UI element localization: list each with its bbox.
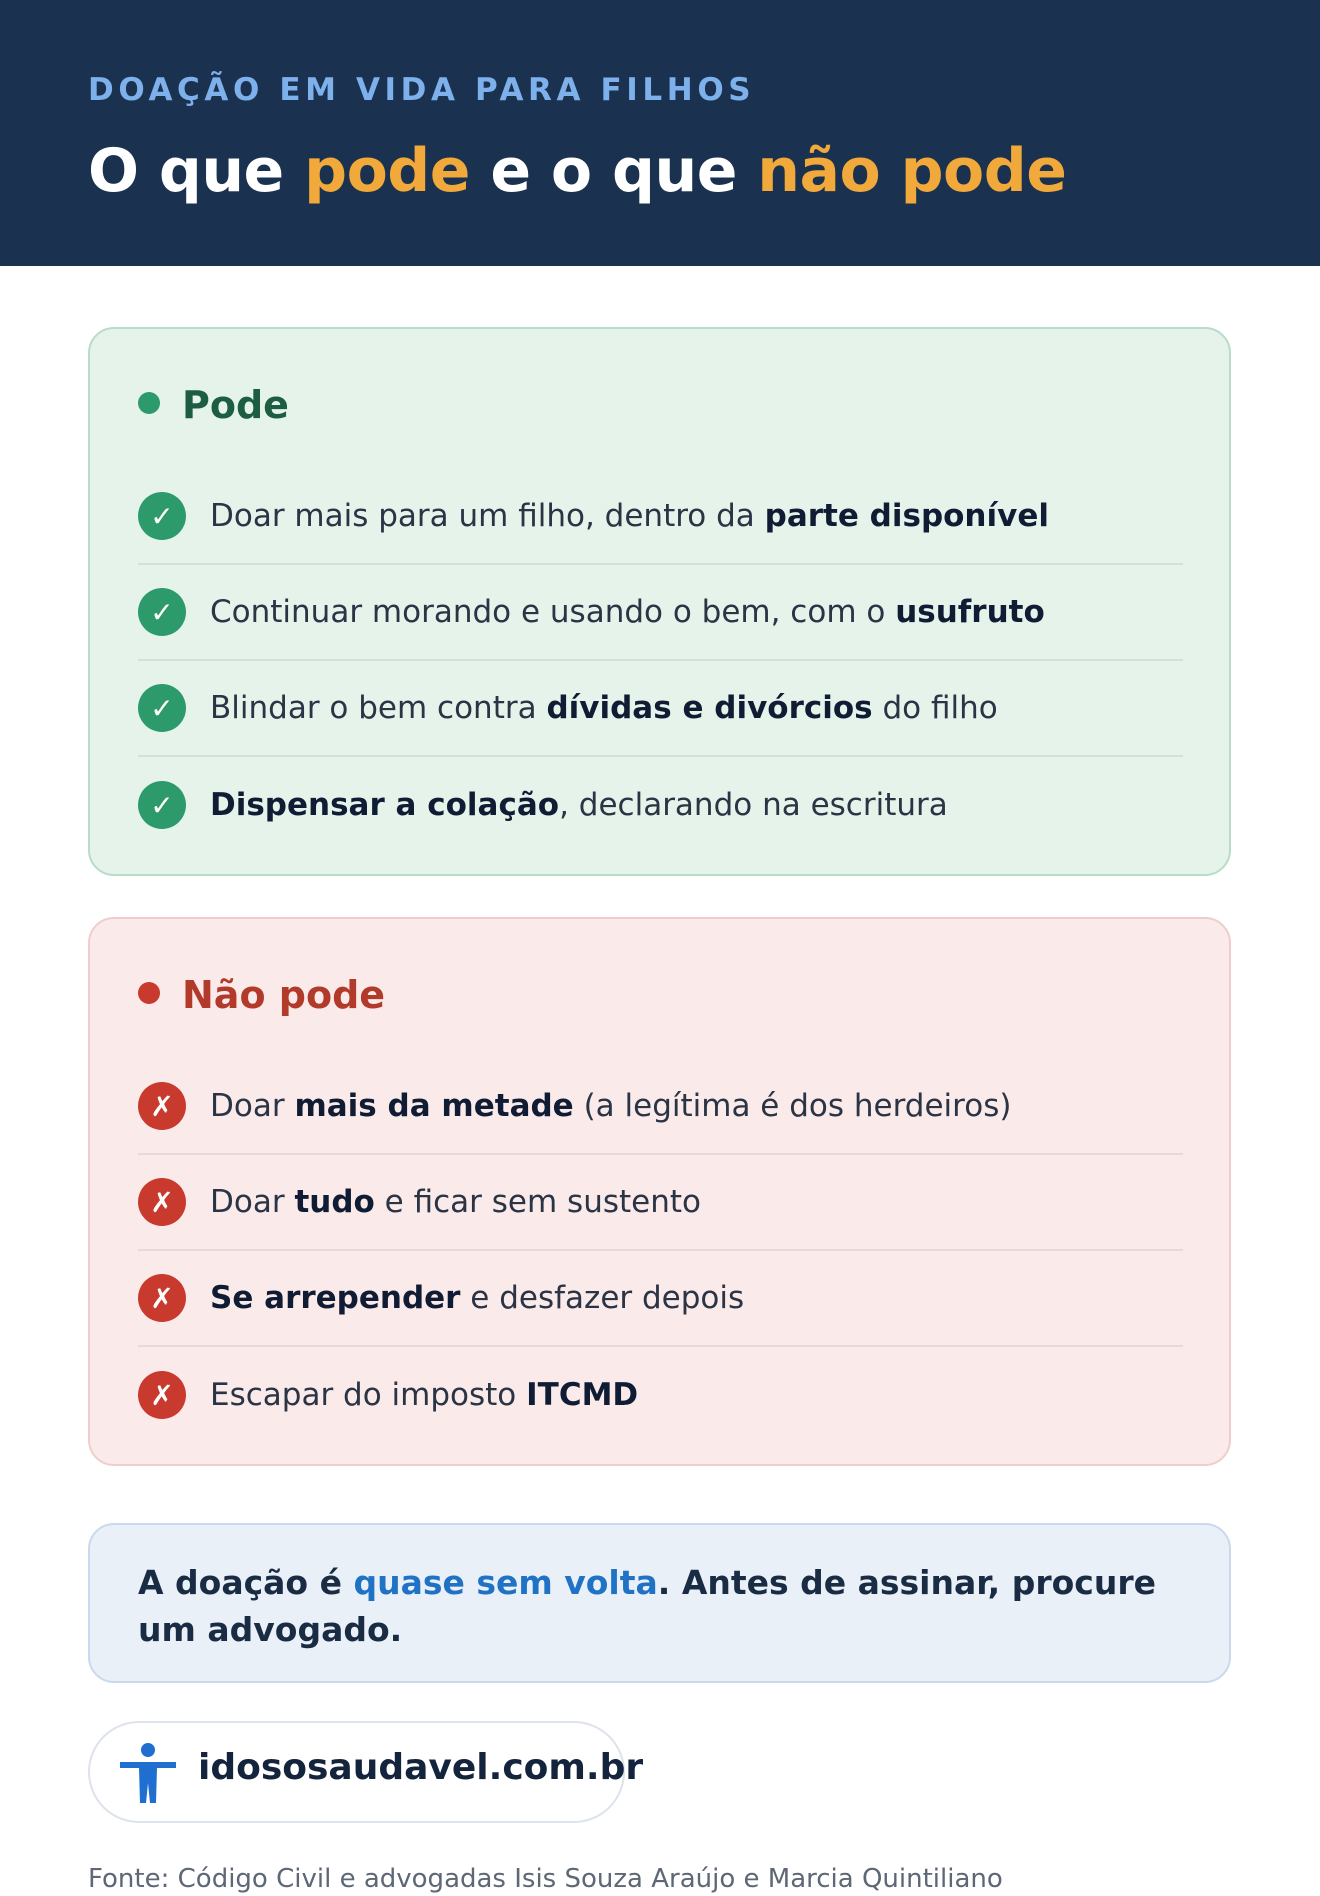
pode-dot-icon — [138, 392, 160, 414]
item-text-bold: parte disponível — [764, 498, 1049, 534]
item-text-part: Escapar do imposto — [210, 1377, 527, 1413]
nao-pode-title-text: Não pode — [182, 973, 386, 1017]
site-url[interactable]: idososaudavel.com.br — [198, 1747, 644, 1788]
list-item — [138, 1347, 1183, 1443]
item-text-part: e ficar sem sustento — [374, 1184, 701, 1220]
item-text-part: Continuar morando e usando o bem, com o — [210, 594, 896, 630]
item-text-bold: usufruto — [895, 594, 1045, 630]
item-text-part: (a legítima é dos herdeiros) — [573, 1088, 1012, 1124]
item-text-bold: dívidas e divórcios — [546, 690, 873, 726]
title-highlight-pode: pode — [304, 136, 470, 206]
item-text-part: , declarando na escritura — [559, 787, 948, 823]
title-part: O que — [88, 136, 305, 206]
item-text-bold: mais da metade — [294, 1088, 574, 1124]
item-text — [210, 1184, 701, 1220]
item-text-part: e desfazer depois — [460, 1280, 745, 1316]
cross-icon: ✗ — [138, 1082, 186, 1130]
item-text — [210, 690, 998, 726]
title-highlight-nao-pode: não pode — [757, 136, 1067, 206]
cross-icon: ✗ — [138, 1178, 186, 1226]
item-text-part: Doar mais para um filho, dentro da — [210, 498, 765, 534]
item-text — [210, 787, 948, 823]
warning-note — [88, 1523, 1231, 1683]
check-icon: ✓ — [138, 492, 186, 540]
note-text-part: A doação é — [138, 1563, 354, 1602]
cross-icon: ✗ — [138, 1274, 186, 1322]
item-text-bold: ITCMD — [526, 1377, 639, 1413]
check-icon: ✓ — [138, 684, 186, 732]
check-icon: ✓ — [138, 781, 186, 829]
nao-pode-list — [138, 1059, 1183, 1443]
page-title — [88, 136, 1066, 206]
item-text-part: Doar — [210, 1184, 295, 1220]
pode-list — [138, 469, 1183, 853]
item-text — [210, 1280, 744, 1316]
list-item — [138, 565, 1183, 661]
list-item — [138, 757, 1183, 853]
nao-pode-dot-icon — [138, 982, 160, 1004]
item-text-part: Blindar o bem contra — [210, 690, 547, 726]
note-text-part: . Antes de assinar, procure um advogado. — [138, 1563, 1156, 1649]
item-text-part: Doar — [210, 1088, 295, 1124]
pode-title-text: Pode — [182, 383, 289, 427]
item-text-bold: Se arrepender — [210, 1280, 461, 1316]
pode-card-title — [138, 383, 289, 427]
nao-pode-card — [88, 917, 1231, 1466]
item-text-bold: Dispensar a colação — [210, 787, 560, 823]
note-accent-text: quase sem volta — [353, 1563, 658, 1602]
item-text — [210, 594, 1045, 630]
item-text — [210, 1088, 1011, 1124]
list-item — [138, 1155, 1183, 1251]
header-banner — [0, 0, 1320, 266]
pode-card — [88, 327, 1231, 876]
item-text-part: do filho — [872, 690, 998, 726]
list-item — [138, 661, 1183, 757]
list-item — [138, 1251, 1183, 1347]
cross-icon: ✗ — [138, 1371, 186, 1419]
title-part: e o que — [469, 136, 758, 206]
nao-pode-card-title — [138, 973, 385, 1017]
item-text — [210, 1377, 638, 1413]
item-text-bold: tudo — [294, 1184, 375, 1220]
list-item — [138, 469, 1183, 565]
brand-pill[interactable] — [88, 1721, 644, 1823]
eyebrow-label: DOAÇÃO EM VIDA PARA FILHOS — [88, 72, 756, 108]
list-item — [138, 1059, 1183, 1155]
item-text — [210, 498, 1049, 534]
source-credit: Fonte: Código Civil e advogadas Isis Souza Araújo e Marcia Quintiliano — [88, 1864, 1003, 1894]
check-icon: ✓ — [138, 588, 186, 636]
person-icon — [116, 1741, 180, 1805]
